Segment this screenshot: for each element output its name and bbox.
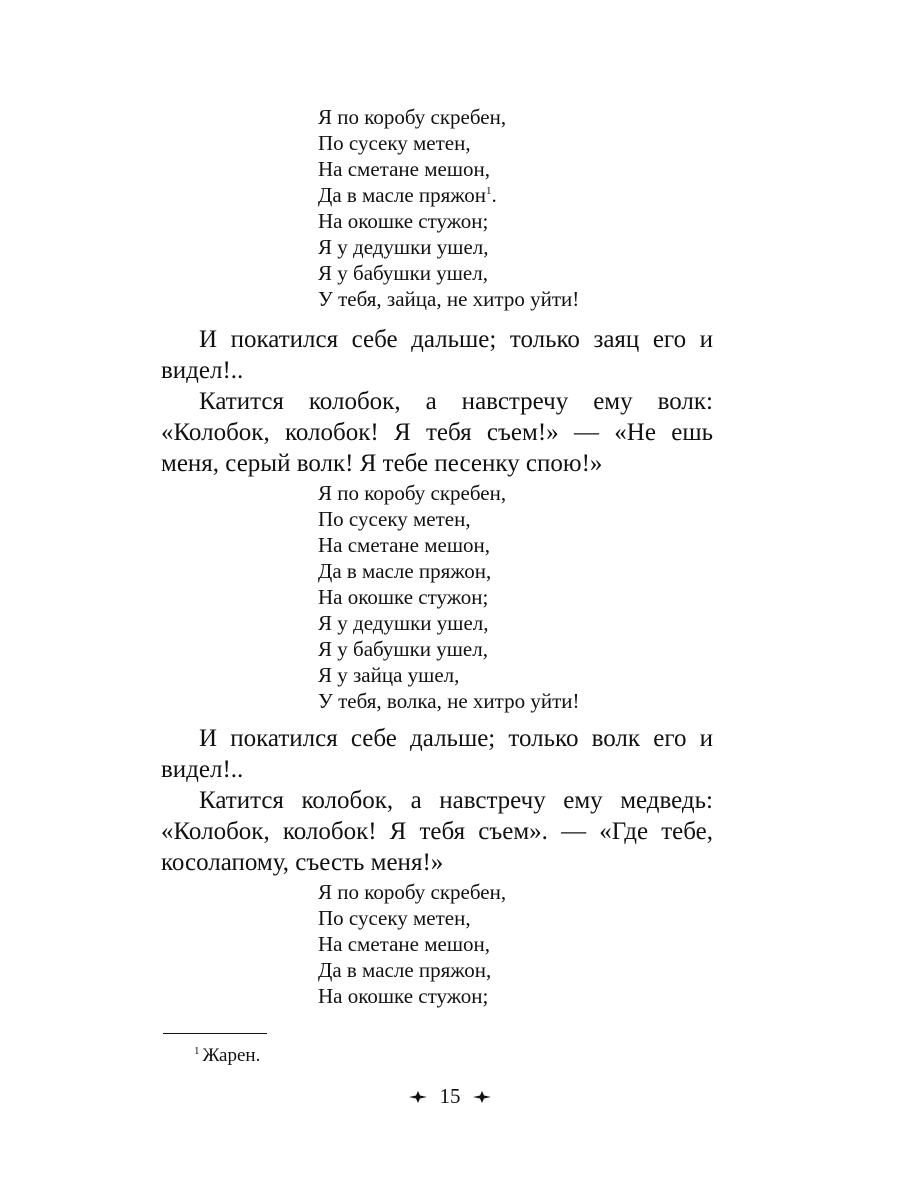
- paragraph: И покатился себе дальше; только волк его и видел!..: [161, 725, 713, 783]
- verse-line: Да в масле пряжон,: [318, 559, 492, 583]
- verse-line-text: Да в масле пряжон: [318, 183, 487, 207]
- verse-line: Я у дедушки ушел,: [318, 235, 489, 259]
- verse-line: По сусеку метен,: [318, 906, 471, 930]
- prose-block-1: [161, 324, 713, 479]
- verse-line: Я по коробу скребен,: [318, 880, 507, 904]
- footnote: [194, 1044, 260, 1068]
- verse-line: Да в масле пряжон,: [318, 958, 492, 982]
- verse-line-with-footnote: [318, 182, 579, 208]
- four-point-star-icon: [408, 1090, 428, 1104]
- verse-line: У тебя, волка, не хитро уйти!: [318, 689, 580, 713]
- verse-line: Я у бабушки ушел,: [318, 637, 488, 661]
- page-number: 15: [439, 1084, 461, 1108]
- verse-line: Я у зайца ушел,: [318, 663, 460, 687]
- verse-line: Я по коробу скребен,: [318, 481, 507, 505]
- verse-line: На сметане мешон,: [318, 157, 490, 181]
- footnote-reference: 1: [486, 185, 492, 197]
- footnote-text: Жарен.: [202, 1045, 261, 1066]
- verse-line: На окошке стужон;: [318, 984, 489, 1008]
- footnote-marker: 1: [194, 1044, 200, 1057]
- footnote-divider: [163, 1033, 267, 1034]
- verse-line: У тебя, зайца, не хитро уйти!: [318, 287, 580, 311]
- verse-line-punctuation: .: [491, 183, 497, 207]
- prose-block-2: [161, 723, 713, 878]
- verse-line: По сусеку метен,: [318, 131, 471, 155]
- four-point-star-icon: [472, 1090, 492, 1104]
- verse-line: На окошке стужон;: [318, 585, 489, 609]
- verse-line: По сусеку метен,: [318, 507, 471, 531]
- verse-block-3: [318, 879, 506, 1009]
- verse-block-1: [318, 104, 579, 312]
- verse-line: На сметане мешон,: [318, 533, 490, 557]
- page-number-footer: [0, 1083, 900, 1109]
- verse-line: Я у бабушки ушел,: [318, 261, 488, 285]
- verse-line: Я у дедушки ушел,: [318, 611, 489, 635]
- verse-line: На сметане мешон,: [318, 932, 490, 956]
- paragraph: Катится колобок, а навстречу ему волк: «Колобок, колобок! Я тебя съем!» — «Не ешь меня, серый волк! Я тебе песенку спою!»: [161, 388, 713, 477]
- verse-line: На окошке стужон;: [318, 209, 489, 233]
- verse-block-2: [318, 480, 580, 714]
- paragraph: Катится колобок, а навстречу ему медведь: «Колобок, колобок! Я тебя съем». — «Где тебе, косолапому, съесть меня!»: [161, 787, 713, 876]
- verse-line: Я по коробу скребен,: [318, 105, 507, 129]
- paragraph: И покатился себе дальше; только заяц его и видел!..: [161, 326, 713, 384]
